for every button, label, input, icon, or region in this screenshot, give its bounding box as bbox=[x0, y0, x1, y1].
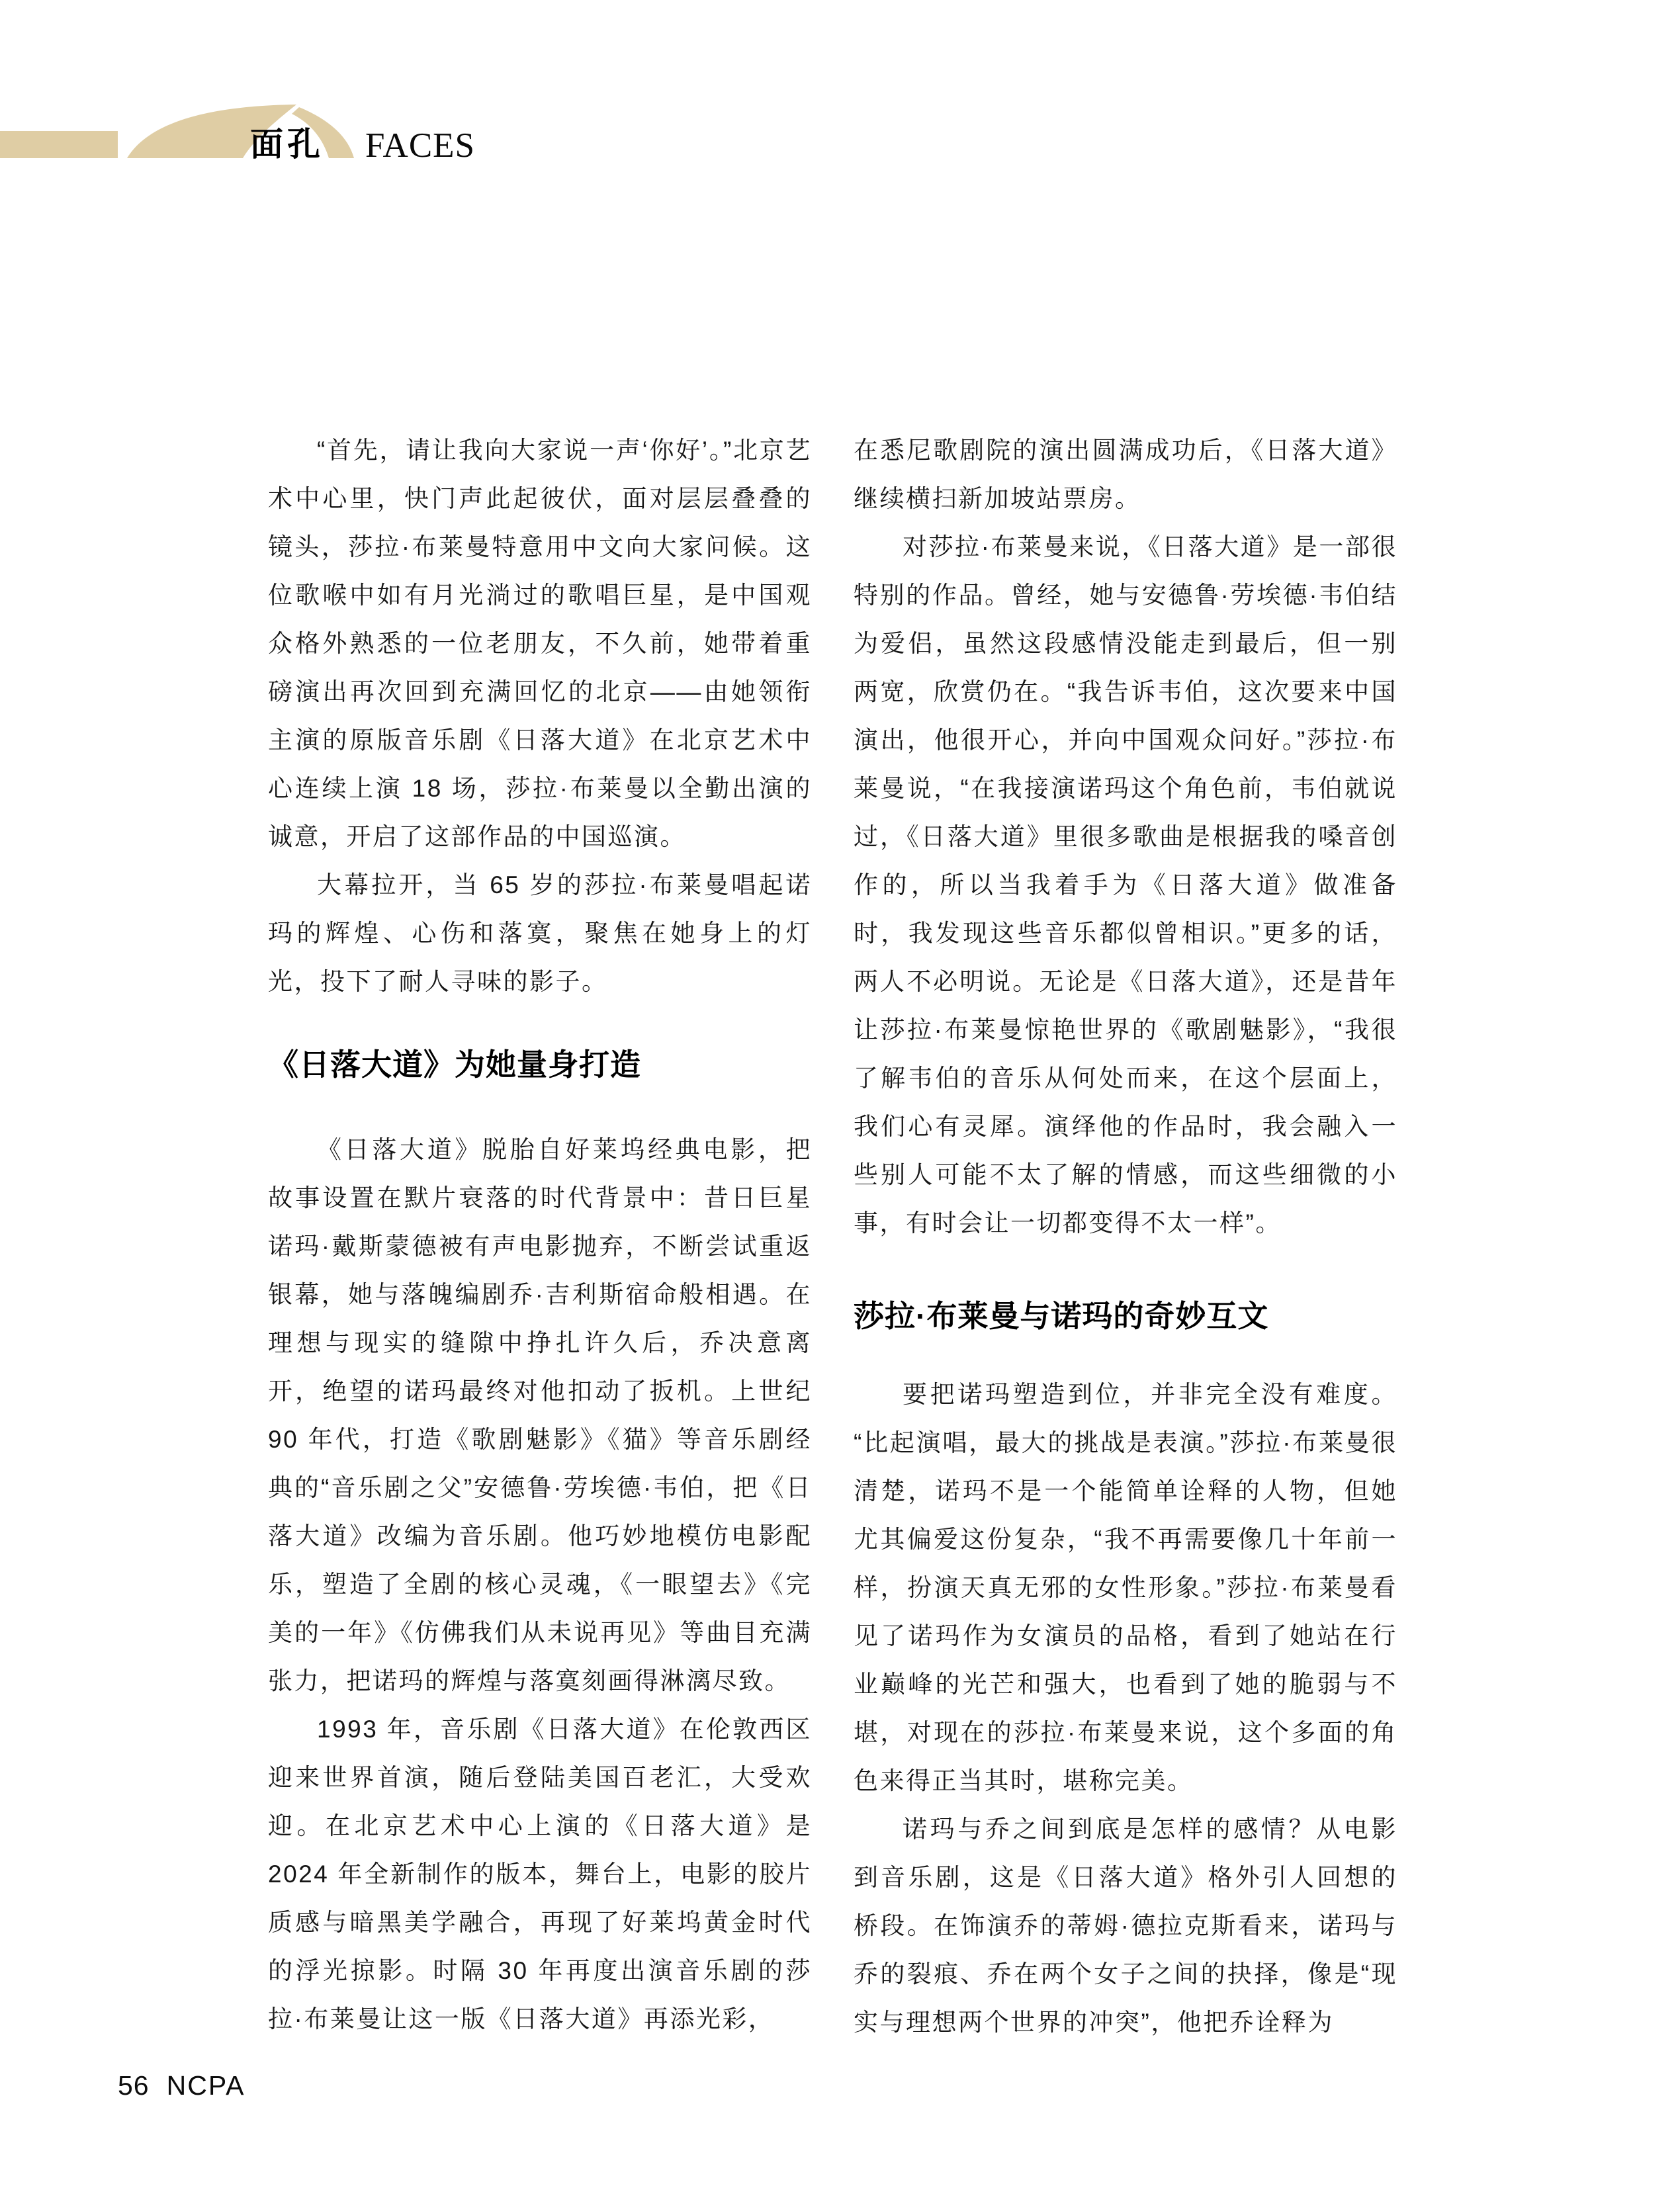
paragraph: “首先，请让我向大家说一声‘你好’。”北京艺术中心里，快门声此起彼伏，面对层层叠叠的镜头，莎拉·布莱曼特意用中文向大家问候。这位歌喉中如有月光淌过的歌唱巨星，是中国观众格外熟悉的一位老朋友，不久前，她带着重磅演出再次回到充满回忆的北京——由她领衔主演的原版音乐剧《日落大道》在北京艺术中心连续上演 18 场，莎拉·布莱曼以全勤出演的诚意，开启了这部作品的中国巡演。 bbox=[268, 437, 812, 850]
right-column bbox=[854, 426, 1397, 2046]
section-title-en: FACES bbox=[365, 126, 476, 165]
header-bar-shape bbox=[0, 131, 118, 158]
paragraph: 要把诺玛塑造到位，并非完全没有难度。“比起演唱，最大的挑战是表演。”莎拉·布莱曼很清楚，诺玛不是一个能简单诠释的人物，但她尤其偏爱这份复杂，“我不再需要像几十年前一样，扮演天真无邪的女性形象。”莎拉·布莱曼看见了诺玛作为女演员的品格，看到了她站在行业巅峰的光芒和强大，也看到了她的脆弱与不堪，对现在的莎拉·布莱曼来说，这个多面的角色来得正当其时，堪称完美。 bbox=[854, 1381, 1397, 1794]
paragraph: 在悉尼歌剧院的演出圆满成功后，《日落大道》继续横扫新加坡站票房。 bbox=[854, 437, 1397, 512]
section-title-zh: 面孔 bbox=[250, 126, 324, 163]
paragraph: 1993 年，音乐剧《日落大道》在伦敦西区迎来世界首演，随后登陆美国百老汇，大受欢迎。在北京艺术中心上演的《日落大道》是 2024 年全新制作的版本，舞台上，电影的胶片质感与暗黑美学融合，再现了好莱坞黄金时代的浮光掠影。时隔 30 年再度出演音乐剧的莎拉·布莱曼让这一版《日落大道》再添光彩， bbox=[268, 1716, 812, 2033]
subheading-sunset-boulevard: 《日落大道》为她量身打造 bbox=[268, 1047, 641, 1082]
left-column bbox=[268, 426, 812, 2046]
subheading-brightman-norma: 莎拉·布莱曼与诺玛的奇妙互文 bbox=[854, 1299, 1269, 1333]
article-body bbox=[268, 426, 1397, 2046]
paragraph: 《日落大道》脱胎自好莱坞经典电影，把故事设置在默片衰落的时代背景中：昔日巨星诺玛·戴斯蒙德被有声电影抛弃，不断尝试重返银幕，她与落魄编剧乔·吉利斯宿命般相遇。在理想与现实的缝隙中挣扎许久后，乔决意离开，绝望的诺玛最终对他扣动了扳机。上世纪 90 年代，打造《歌剧魅影》《猫》等音乐剧经典的“音乐剧之父”安德鲁·劳埃德·韦伯，把《日落大道》改编为音乐剧。他巧妙地模仿电影配乐，塑造了全剧的核心灵魂，《一眼望去》《完美的一年》《仿佛我们从未说再见》等曲目充满张力，把诺玛的辉煌与落寞刻画得淋漓尽致。 bbox=[268, 1136, 812, 1694]
page-number: 56 bbox=[118, 2070, 150, 2101]
paragraph: 对莎拉·布莱曼来说，《日落大道》是一部很特别的作品。曾经，她与安德鲁·劳埃德·韦伯结为爱侣，虽然这段感情没能走到最后，但一别两宽，欣赏仍在。“我告诉韦伯，这次要来中国演出，他很开心，并向中国观众问好。”莎拉·布莱曼说，“在我接演诺玛这个角色前，韦伯就说过，《日落大道》里很多歌曲是根据我的嗓音创作的，所以当我着手为《日落大道》做准备时，我发现这些音乐都似曾相识。”更多的话，两人不必明说。无论是《日落大道》，还是昔年让莎拉·布莱曼惊艳世界的《歌剧魅影》，“我很了解韦伯的音乐从何处而来，在这个层面上，我们心有灵犀。演绎他的作品时，我会融入一些别人可能不太了解的情感，而这些细微的小事，有时会让一切都变得不太一样”。 bbox=[854, 533, 1397, 1237]
page-footer bbox=[118, 2071, 245, 2101]
paragraph: 诺玛与乔之间到底是怎样的感情？从电影到音乐剧，这是《日落大道》格外引人回想的桥段。在饰演乔的蒂姆·德拉克斯看来，诺玛与乔的裂痕、乔在两个女子之间的抉择，像是“现实与理想两个世界的冲突”，他把乔诠释为 bbox=[854, 1816, 1397, 2036]
paragraph: 大幕拉开，当 65 岁的莎拉·布莱曼唱起诺玛的辉煌、心伤和落寞，聚焦在她身上的灯光，投下了耐人寻味的影子。 bbox=[268, 871, 812, 995]
magazine-brand: NCPA bbox=[166, 2070, 245, 2101]
